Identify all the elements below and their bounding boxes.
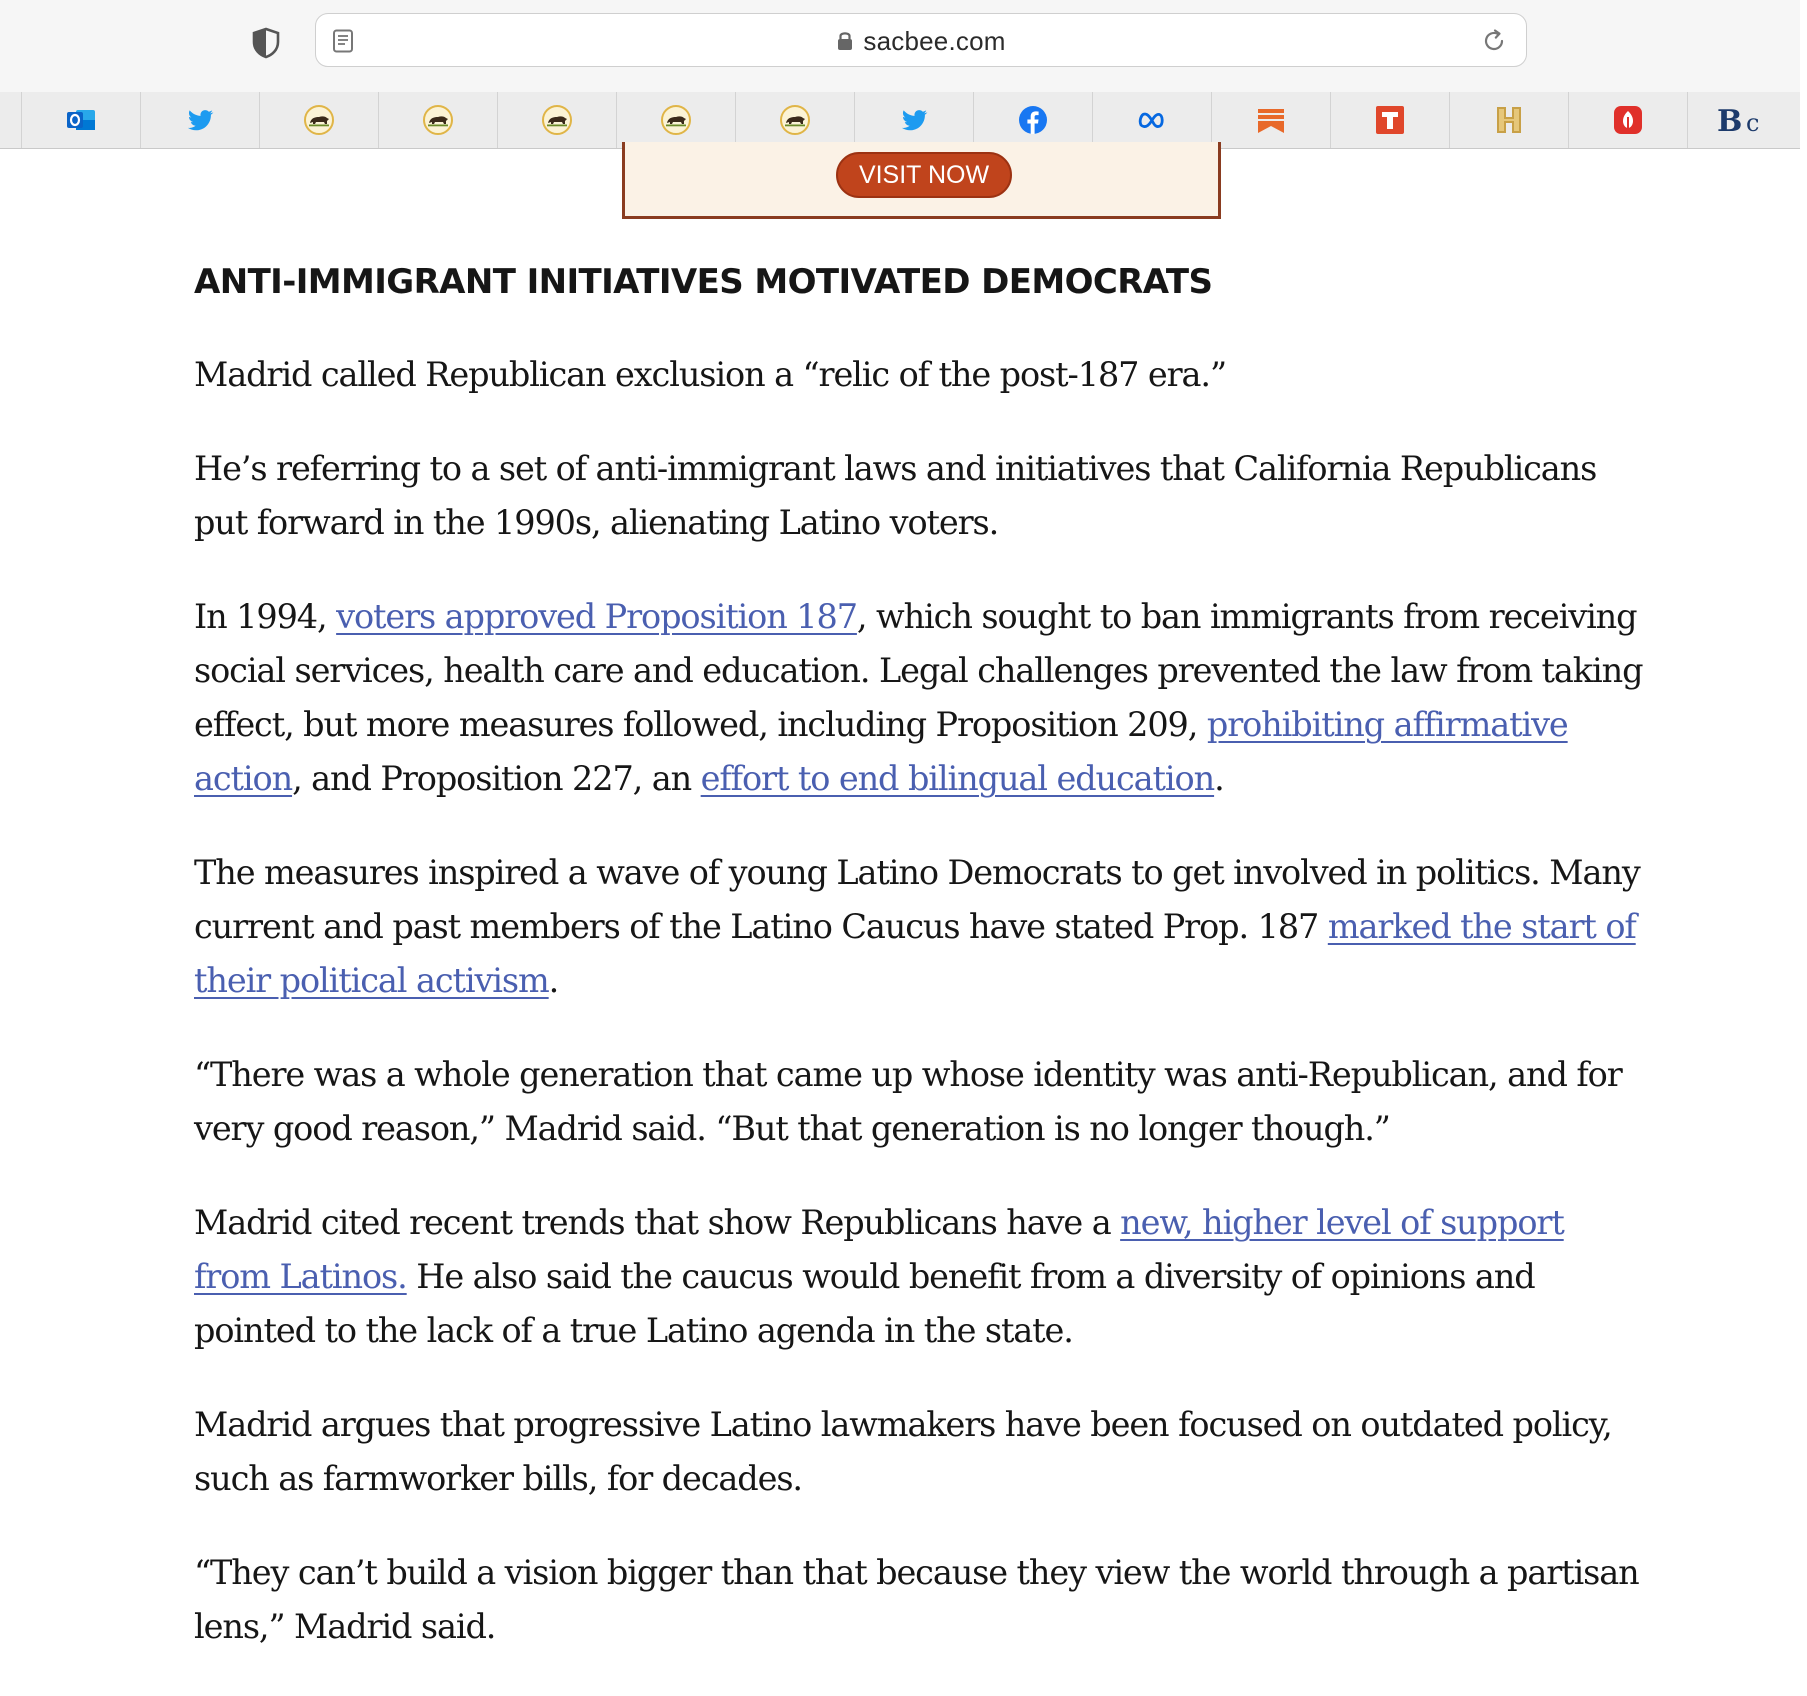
- paragraph: Madrid called Republican exclusion a “relic of the post-187 era.”: [194, 355, 1227, 394]
- meta-icon: [1136, 104, 1168, 136]
- favorite-red-site[interactable]: [1569, 92, 1688, 148]
- paragraph-text: , which sought to ban immigrants from receiving social services, health care and education. Legal challenges prevented the law from taking effect, but more measures followed, including Proposition 209,: [194, 597, 1643, 744]
- svg-text:c: c: [1746, 109, 1760, 137]
- california-bear-icon: [541, 104, 573, 136]
- link-prop-187[interactable]: voters approved Proposition 187: [336, 597, 857, 636]
- paragraph: He’s referring to a set of anti-immigrant laws and initiatives that California Republicans put forward in the 1990s, alienating Latino voters.: [194, 449, 1597, 542]
- section-heading: ANTI-IMMIGRANT INITIATIVES MOTIVATED DEMOCRATS: [194, 262, 1213, 302]
- paragraph-text: Madrid cited recent trends that show Republicans have a: [194, 1203, 1121, 1242]
- favorite-twitter-2[interactable]: [855, 92, 974, 148]
- twitter-icon: [184, 104, 216, 136]
- favorite-ca-gov-2[interactable]: [379, 92, 498, 148]
- california-bear-icon: [779, 104, 811, 136]
- privacy-shield-icon[interactable]: [251, 27, 281, 59]
- california-bear-icon: [422, 104, 454, 136]
- b-logo-letter: B: [1717, 104, 1743, 139]
- t-logo-icon: [1374, 104, 1406, 136]
- favorite-ca-gov-3[interactable]: [498, 92, 617, 148]
- paragraph: “There was a whole generation that came up whose identity was anti-Republican, and for very good reason,” Madrid said. “But that generation is no longer though.”: [194, 1055, 1622, 1148]
- visit-now-button[interactable]: VISIT NOW: [836, 152, 1012, 198]
- paragraph: [194, 1196, 1644, 1358]
- address-bar[interactable]: [315, 13, 1527, 67]
- link-bilingual-education[interactable]: effort to end bilingual education: [700, 759, 1215, 798]
- advertisement-banner[interactable]: [622, 142, 1221, 219]
- bookmark-stack-icon: [1255, 104, 1287, 136]
- favorite-twitter-1[interactable]: [141, 92, 260, 148]
- favorite-facebook[interactable]: [974, 92, 1093, 148]
- favorite-h-site[interactable]: [1450, 92, 1569, 148]
- paragraph-text: .: [1214, 759, 1224, 798]
- california-bear-icon: [660, 104, 692, 136]
- favorite-ca-gov-4[interactable]: [617, 92, 736, 148]
- favorite-bookmark-stack[interactable]: [1212, 92, 1331, 148]
- paragraph: [194, 846, 1644, 1008]
- favorite-b-site[interactable]: [1688, 92, 1807, 148]
- favorite-ca-gov-5[interactable]: [736, 92, 855, 148]
- link-political-activism[interactable]: marked the start of their political activism: [194, 907, 1636, 1000]
- outlook-icon: [65, 104, 97, 136]
- paragraph-text: In 1994,: [194, 597, 337, 636]
- url-text[interactable]: sacbee.com: [863, 25, 1006, 56]
- lock-icon: [836, 29, 854, 51]
- link-latino-support[interactable]: new, higher level of support from Latinos.: [194, 1203, 1564, 1296]
- b-logo-icon: [1716, 104, 1760, 139]
- favorite-ca-gov-1[interactable]: [260, 92, 379, 148]
- article-body: [194, 256, 1644, 1694]
- link-affirmative-action[interactable]: prohibiting affirmative action: [194, 705, 1568, 798]
- favorite-t-site[interactable]: [1331, 92, 1450, 148]
- favorites-bar-edge: [0, 92, 22, 148]
- paragraph-text: He also said the caucus would benefit from a diversity of opinions and pointed to the lack of a true Latino agenda in the state.: [194, 1257, 1535, 1350]
- paragraph: Madrid argues that progressive Latino lawmakers have been focused on outdated policy, such as farmworker bills, for decades.: [194, 1405, 1612, 1498]
- browser-toolbar: [0, 0, 1800, 93]
- h-logo-icon: [1493, 104, 1525, 136]
- facebook-icon: [1017, 104, 1049, 136]
- paragraph: “They can’t build a vision bigger than that because they view the world through a partisan lens,” Madrid said.: [194, 1553, 1639, 1646]
- paragraph-text: , and Proposition 227, an: [292, 759, 701, 798]
- paragraph-text: .: [548, 961, 559, 1000]
- paragraph-text: The measures inspired a wave of young Latino Democrats to get involved in politics. Many current and past members of the Latino Caucus have stated Prop. 187: [194, 853, 1640, 946]
- california-bear-icon: [303, 104, 335, 136]
- favorites-bar: [0, 92, 1800, 149]
- reload-icon[interactable]: [1480, 27, 1508, 55]
- twitter-icon: [898, 104, 930, 136]
- paragraph: [194, 590, 1644, 806]
- favorite-meta[interactable]: [1093, 92, 1212, 148]
- red-badge-icon: [1612, 104, 1644, 136]
- favorite-outlook[interactable]: [22, 92, 141, 148]
